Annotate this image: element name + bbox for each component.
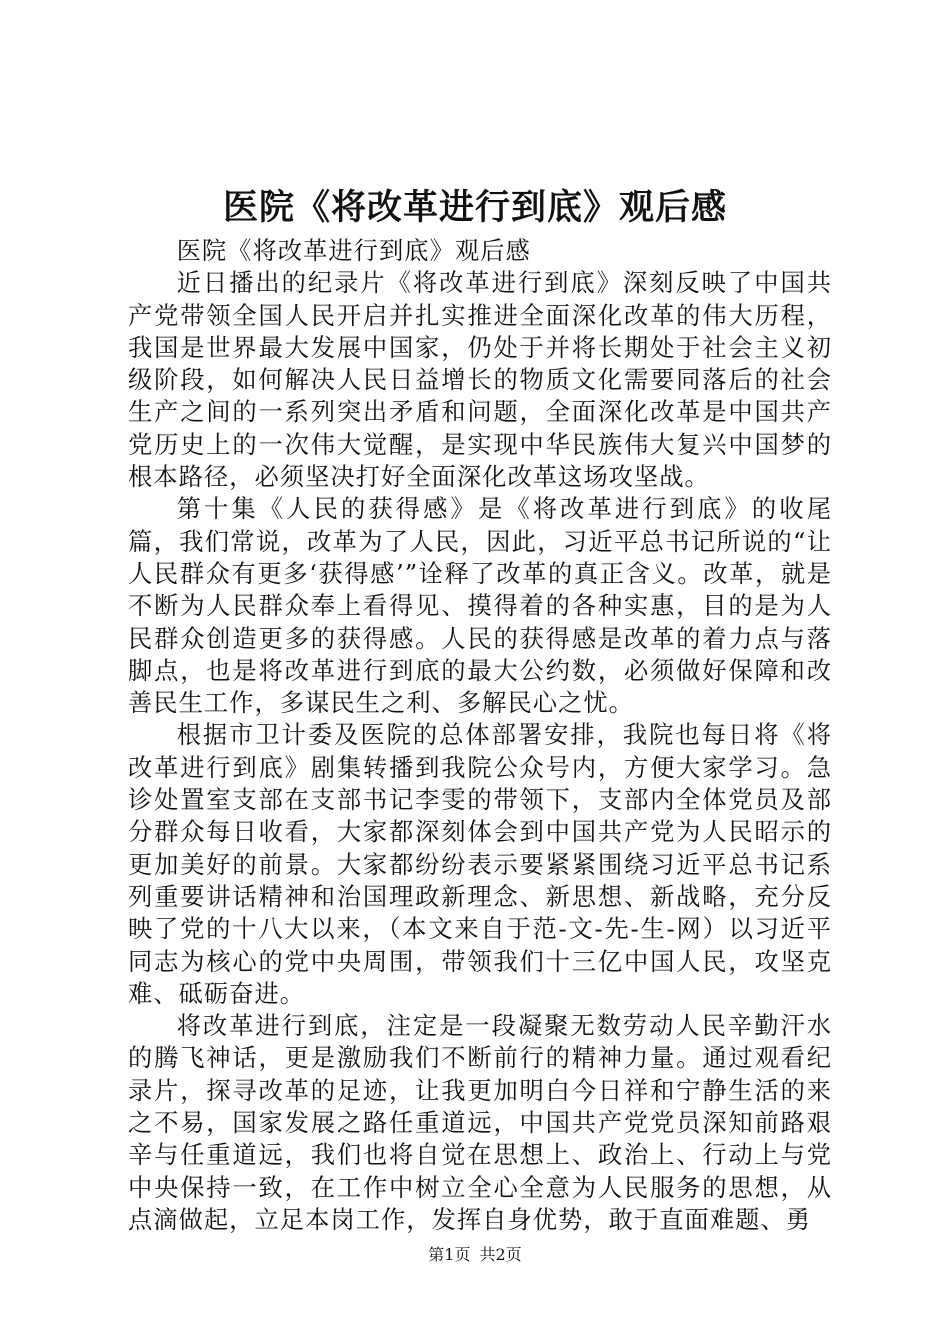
page-total: 共2页: [479, 1245, 522, 1264]
document-title: 医院《将改革进行到底》观后感: [222, 187, 727, 228]
paragraph: 第十集《人民的获得感》是《将改革进行到底》的收尾篇，我们常说，改革为了人民，因此，习近平总书记所说的“让人民群众有更多‘获得感’”诠释了改革的真正含义。改革，就是不断为人民群众奉上看得见、摸得着的各种实惠，目的是为人民群众创造更多的获得感。人民的获得感是改革的着力点与落脚点，也是将改革进行到底的最大公约数，必须做好保障和改善民生工作，多谋民生之利、多解民心之忧。: [128, 494, 832, 718]
paragraph: 近日播出的纪录片《将改革进行到底》深刻反映了中国共产党带领全国人民开启并扎实推进全面深化改革的伟大历程，我国是世界最大发展中国家，仍处于并将长期处于社会主义初级阶段，如何解决人民日益增长的物质文化需要同落后的社会生产之间的一系列突出矛盾和问题，全面深化改革是中国共产党历史上的一次伟大觉醒，是实现中华民族伟大复兴中国梦的根本路径，必须坚决打好全面深化改革这场攻坚战。: [128, 268, 832, 492]
paragraph: 将改革进行到底，注定是一段凝聚无数劳动人民辛勤汗水的腾飞神话，更是激励我们不断前行的精神力量。通过观看纪录片，探寻改革的足迹，让我更加明白今日祥和宁静生活的来之不易，国家发展之路任重道远，中国共产党党员深知前路艰辛与任重道远，我们也将自觉在思想上、政治上、行动上与党中央保持一致，在工作中树立全心全意为人民服务的思想，从点滴做起，立足本岗工作，发挥自身优势，敢于直面难题、勇: [128, 1011, 832, 1234]
paragraph-subtitle: 医院《将改革进行到底》观后感: [176, 236, 531, 265]
page-footer: [0, 1244, 950, 1266]
page-number: 第1页: [428, 1245, 471, 1264]
paragraph: 根据市卫计委及医院的总体部署安排，我院也每日将《将改革进行到底》剧集转播到我院公众号内，方便大家学习。急诊处置室支部在支部书记李雯的带领下，支部内全体党员及部分群众每日收看，大家都深刻体会到中国共产党为人民昭示的更加美好的前景。大家都纷纷表示要紧紧围绕习近平总书记系列重要讲话精神和治国理政新理念、新思想、新战略，充分反映了党的十八大以来，（本文来自于范-文-先-生-网）以习近平同志为核心的党中央周围，带领我们十三亿中国人民，攻坚克难、砥砺奋进。: [128, 720, 832, 1008]
document-body: [128, 235, 832, 1236]
